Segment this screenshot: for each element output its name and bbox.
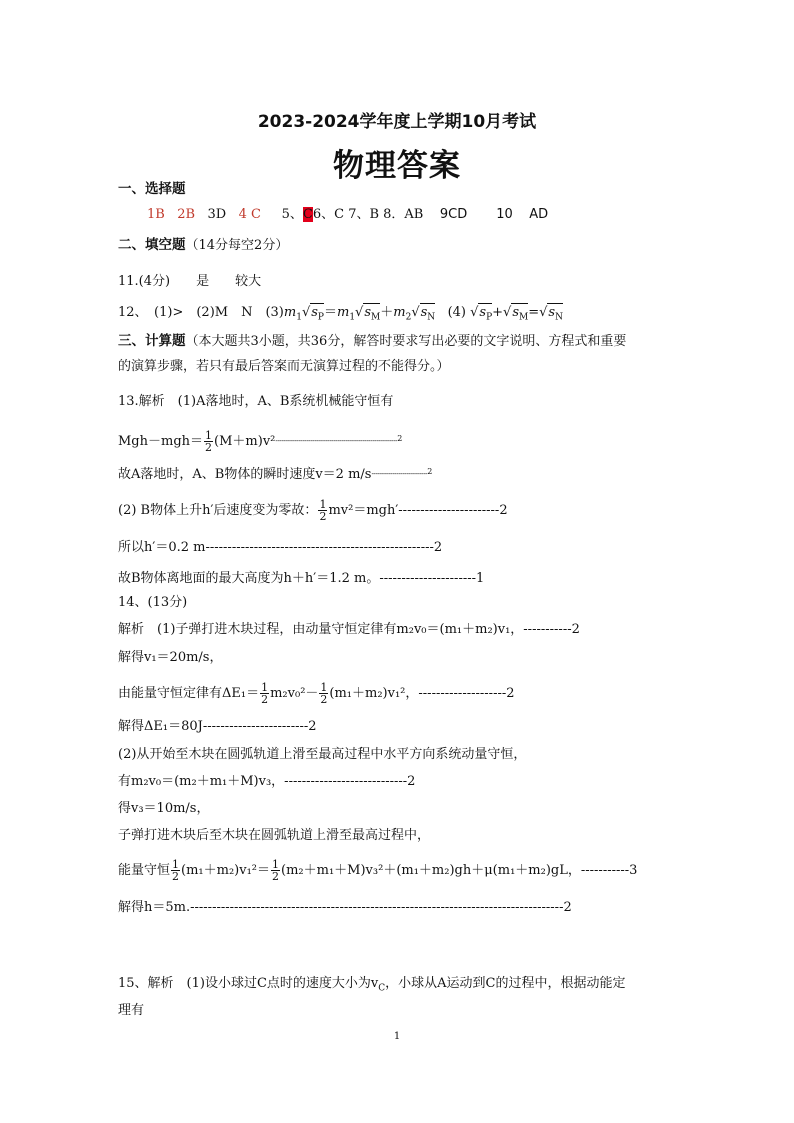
answer-10-label: 10	[496, 207, 513, 222]
answer-4: 4 C	[238, 207, 261, 222]
q13-line6: 故B物体离地面的最大高度为h＋h′＝1.2 m。----------------------1	[118, 571, 485, 586]
q13-points-2: 2	[427, 467, 433, 476]
answer-2: 2B	[177, 207, 196, 222]
fraction-half: $\frac{1}{2}$	[261, 681, 269, 706]
section-fill-title: 二、填空题	[118, 237, 186, 253]
q13-line3: 故A落地时，A、B物体的瞬时速度v＝2 m/s---------------------------$^2$	[118, 467, 433, 482]
fraction-half: $\frac{1}{2}$	[205, 429, 213, 454]
answer-3: 3D	[207, 207, 227, 222]
q14-line1: 解析 (1)子弹打进木块过程，由动量守恒定律有m₂v₀＝(m₁＋m₂)v₁，-----------2	[118, 622, 580, 637]
q13-head: 13.解析 (1)A落地时，A、B系统机械能守恒有	[118, 394, 394, 409]
answer-6-8: 6、C 7、B 8．AB	[312, 207, 424, 222]
q14-line3	[118, 679, 515, 709]
answer-1: 1B	[147, 207, 165, 222]
q15-text-tail: ，小球从A运动到C的过程中，根据动能定	[385, 976, 626, 991]
q13-velocity: 故A落地时，A、B物体的瞬时速度v＝2 m/s	[118, 467, 372, 482]
q13-line4	[118, 496, 508, 526]
q13-eq-right: (M＋m)v²	[214, 434, 276, 449]
q12-answer: 12、 (1)> (2)M N $(3)m_1√s_P=m_1√s_M+m_2√s_N$ (4) $√s_P+√s_M=√s_N$	[118, 303, 563, 327]
q14-energy-right: (m₁＋m₂)v₁²，--------------------2	[329, 686, 515, 701]
q14-line7: 得v₃＝10m/s，	[118, 801, 210, 816]
page-number: 1	[393, 1031, 401, 1042]
answer-10: AD	[529, 207, 549, 222]
q15-subscript: C	[378, 983, 386, 994]
q13-line5: 所以h′＝0.2 m----------------------------------------------------2	[118, 540, 443, 555]
q14-line10: 解得h＝5m.-------------------------------------------------------------------------------------2	[118, 900, 572, 915]
q12-part-a: 12、 (1)> (2)M N (3)	[118, 305, 284, 320]
section-fill-note: （14分每空2分）	[185, 238, 289, 253]
q13-eq-left: Mgh－mgh＝	[118, 434, 204, 449]
section-calc-note: （本大题共3小题，共36分，解答时要求写出必要的文字说明、方程式和重要	[185, 334, 627, 349]
section-calc-header	[118, 332, 626, 351]
q13-part2-right: mv²＝mgh′-----------------------2	[328, 503, 508, 518]
answer-5-label: 5、	[281, 207, 303, 222]
q14-conservation-label: 能量守恒	[118, 863, 171, 878]
q15-text: 15、解析 (1)设小球过C点时的速度大小为v	[118, 976, 379, 991]
q15-line2: 理有	[118, 1003, 145, 1018]
fraction-half: $\frac{1}{2}$	[320, 681, 328, 706]
q15-line1	[118, 975, 625, 998]
exam-title: 2023-2024学年度上学期10月考试	[257, 112, 537, 132]
choice-answers	[147, 206, 548, 224]
q13-part2-left: (2) B物体上升h′后速度变为零故：	[118, 503, 318, 518]
answer-9: 9CD	[439, 207, 468, 222]
q14-line9	[118, 856, 637, 886]
q14-energy-mid: m₂v₀²－	[270, 686, 319, 701]
q14-energy-left: 由能量守恒定律有ΔE₁＝	[118, 686, 260, 701]
section-calc-note-2: 的演算步骤，若只有最后答案而无演算过程的不能得分。）	[118, 359, 450, 374]
section-calc-title: 三、计算题	[118, 333, 186, 349]
q14-conservation-left: (m₁＋m₂)v₁²＝	[181, 863, 271, 878]
q14-head: 14、(13分)	[118, 595, 188, 610]
q14-line8: 子弹打进木块后至木块在圆弧轨道上滑至最高过程中，	[118, 828, 431, 843]
sqrt-sp: $√s_P$	[302, 305, 324, 320]
q14-line4: 解得ΔE₁＝80J------------------------2	[118, 719, 317, 734]
q11-answer: 11.(4分) 是 较大	[118, 274, 262, 289]
fraction-half: $\frac{1}{2}$	[172, 858, 180, 883]
fraction-half: $\frac{1}{2}$	[319, 498, 327, 523]
q14-line5: (2)从开始至木块在圆弧轨道上滑至最高过程中水平方向系统动量守恒，	[118, 747, 527, 762]
q13-points-1: 2	[397, 434, 403, 443]
q14-conservation-right: (m₂＋m₁＋M)v₃²＋(m₁＋m₂)gh＋μ(m₁＋m₂)gL，-----------3	[281, 863, 638, 878]
q12-part-b: (4)	[447, 305, 466, 320]
answer-5-highlight: C	[302, 207, 313, 222]
fraction-half: $\frac{1}{2}$	[272, 858, 280, 883]
subject-title: 物理答案	[333, 148, 461, 184]
section-choice-title: 一、选择题	[118, 181, 186, 197]
q14-line6: 有m₂v₀＝(m₂＋m₁＋M)v₃，----------------------------2	[118, 774, 416, 789]
q13-line2: Mgh－mgh＝ $\frac{1}{2}$ (M＋m)v²-----------------------------------------------------------$^2$	[118, 429, 403, 454]
section-fill-header	[118, 236, 288, 255]
q14-line2: 解得v₁＝20m/s，	[118, 650, 223, 665]
